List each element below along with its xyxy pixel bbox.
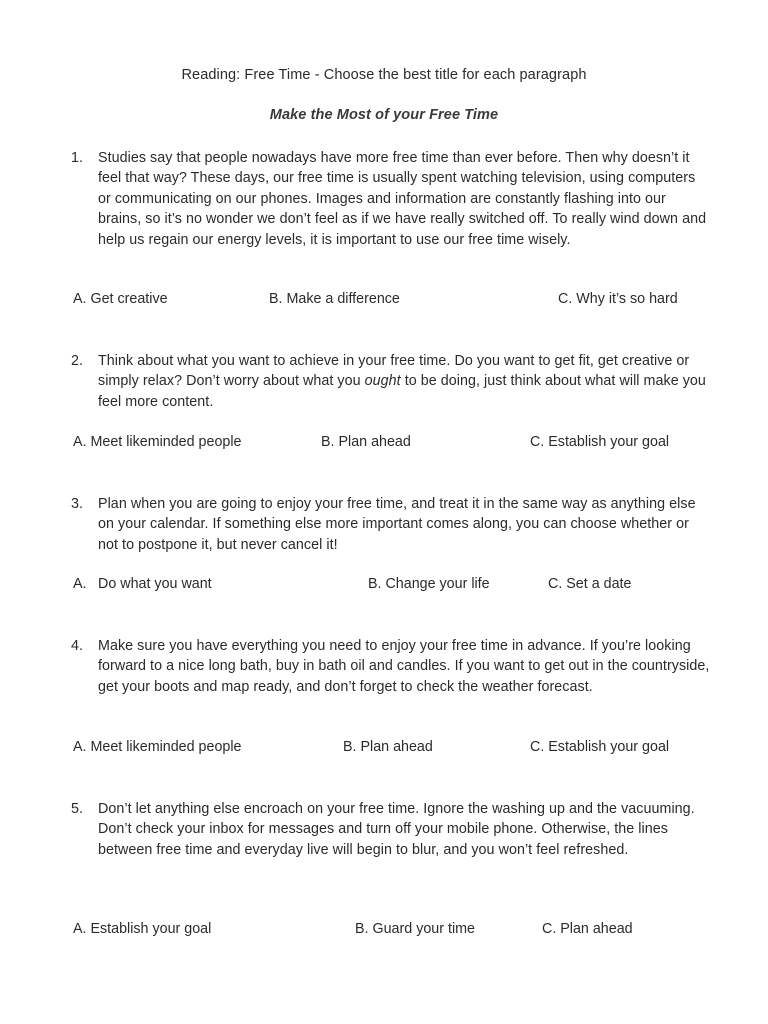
question-3-option-b: B. Change your life bbox=[368, 576, 490, 592]
question-text: Plan when you are going to enjoy your free time, and treat it in the same way as anything else on your calendar. If something else more important comes along, you can choose whether or not to postpone it, but never cancel it! bbox=[98, 496, 696, 553]
question-1-option-b: B. Make a difference bbox=[269, 291, 400, 307]
question-4-option-b: B. Plan ahead bbox=[343, 739, 433, 755]
question-number: 2. bbox=[71, 353, 84, 369]
question-text: Studies say that people nowadays have more free time than ever before. Then why doesn’t it feel that way? These days, our free time is usually spent watching television, using computers or communicating on our phones. Images and information are constantly flashing into our brains, so it’s no wonder we don’t feel as if we have really switched off. To really wind down and help us regain our energy levels, it is important to use our free time wisely. bbox=[98, 150, 707, 248]
question-5-option-a: A. Establish your goal bbox=[73, 921, 212, 937]
question-number: 5. bbox=[71, 801, 84, 817]
question-4-option-c: C. Establish your goal bbox=[530, 739, 670, 755]
question-4-paragraph bbox=[71, 636, 711, 697]
question-2-option-c: C. Establish your goal bbox=[530, 434, 670, 450]
question-4-option-a: A. Meet likeminded people bbox=[73, 739, 242, 755]
question-5-option-b: B. Guard your time bbox=[355, 921, 475, 937]
question-3-paragraph bbox=[71, 494, 711, 555]
question-text: Don’t let anything else encroach on your free time. Ignore the washing up and the vacuuming. Don’t check your inbox for messages and turn off your mobile phone. Otherwise, the lines between free time and everyday live will begin to blur, and you won’t feel refreshed. bbox=[98, 801, 695, 858]
question-3-option-a-letter: A. bbox=[73, 576, 87, 592]
question-text: Think about what you want to achieve in your free time. Do you want to get fit, get creative or simply relax? Don’t worry about what you ought to be doing, just think about what will make you feel more content. bbox=[98, 353, 706, 410]
emphasis-word: ought bbox=[364, 373, 401, 390]
question-1-option-c: C. Why it’s so hard bbox=[558, 291, 678, 307]
article-title: Make the Most of your Free Time bbox=[269, 107, 499, 123]
question-2-option-a: A. Meet likeminded people bbox=[73, 434, 242, 450]
question-text: Make sure you have everything you need to enjoy your free time in advance. If you’re looking forward to a nice long bath, buy in bath oil and candles. If you want to get out in the countryside, get your boots and map ready, and don’t forget to check the weather forecast. bbox=[98, 638, 710, 695]
question-number: 4. bbox=[71, 638, 84, 654]
question-1-paragraph bbox=[71, 148, 711, 250]
question-1-option-a: A. Get creative bbox=[73, 291, 168, 307]
question-5-paragraph bbox=[71, 799, 711, 860]
question-3-option-a: Do what you want bbox=[98, 576, 212, 592]
question-2-paragraph bbox=[71, 351, 711, 412]
page-title: Reading: Free Time - Choose the best title for each paragraph bbox=[181, 67, 587, 83]
question-2-option-b: B. Plan ahead bbox=[321, 434, 411, 450]
question-number: 1. bbox=[71, 150, 84, 166]
question-number: 3. bbox=[71, 496, 84, 512]
question-3-option-c: C. Set a date bbox=[548, 576, 632, 592]
question-5-option-c: C. Plan ahead bbox=[542, 921, 633, 937]
